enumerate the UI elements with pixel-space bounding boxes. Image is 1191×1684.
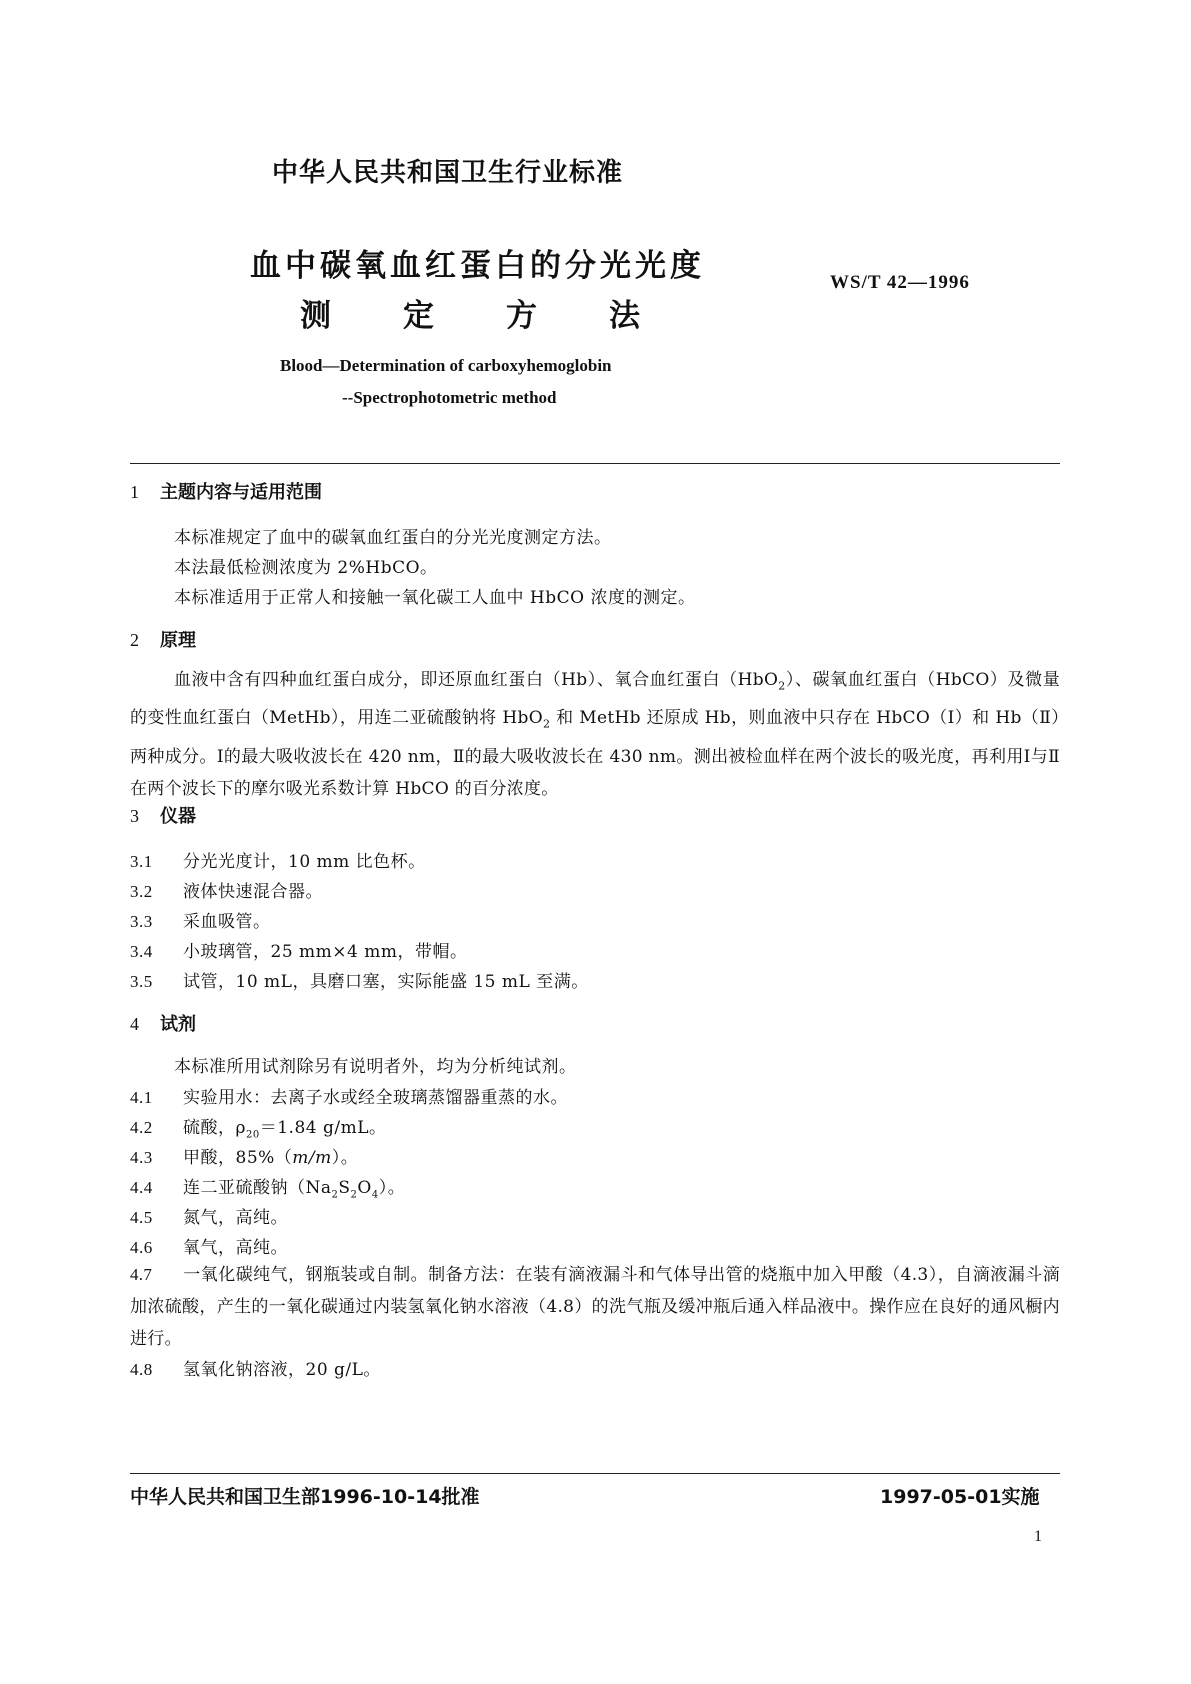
english-title-line1: Blood—Determination of carboxyhemoglobin	[280, 356, 612, 375]
subscript: 4	[371, 1189, 379, 1201]
list-item	[130, 1143, 358, 1168]
item-number: 3.4	[130, 942, 153, 961]
item-text: 甲酸，85%（	[183, 1148, 293, 1168]
subscript: 2	[350, 1189, 358, 1201]
item-text: 氮气，高纯。	[183, 1208, 288, 1228]
text-run: ）、碳氧血红蛋白（HbCO）及微量的变性血红蛋白（MetHb），用连二亚硫酸钠将 HbO	[130, 670, 1060, 729]
section-title: 试剂	[160, 1014, 196, 1035]
section-heading-1	[130, 478, 322, 504]
item-text: ＝1.84 g/mL。	[259, 1118, 387, 1138]
list-item	[130, 937, 467, 962]
principle-paragraph	[130, 664, 1060, 805]
item-number: 3.2	[130, 882, 153, 901]
section-number: 4	[130, 1014, 139, 1034]
title-char: 测	[300, 298, 331, 334]
list-item	[130, 1083, 568, 1108]
page-number: 1	[1034, 1528, 1042, 1545]
item-text: 氧气，高纯。	[183, 1238, 288, 1258]
list-item	[130, 1233, 288, 1258]
document-title-line1: 血中碳氧血红蛋白的分光光度	[250, 248, 705, 284]
item-text: 氢氧化钠溶液，20 g/L。	[183, 1360, 381, 1380]
item-text: 试管，10 mL，具磨口塞，实际能盛 15 mL 至满。	[183, 972, 589, 992]
footer-divider	[130, 1473, 1060, 1474]
paragraph: 本标准适用于正常人和接触一氧化碳工人血中 HbCO 浓度的测定。	[174, 588, 696, 608]
list-item-paragraph	[130, 1259, 1060, 1355]
item-text: 分光光度计，10 mm 比色杯。	[183, 852, 426, 872]
document-title-line2	[300, 290, 640, 335]
title-char: 定	[403, 298, 434, 334]
item-text-italic: m/m	[292, 1148, 332, 1168]
text-run: 和 MetHb 还原成 Hb，则血液中只存在 HbCO（Ⅰ）和 Hb（Ⅱ）两种成分。Ⅰ的最大吸收波长在 420 nm，Ⅱ的最大吸收波长在 430 nm。测出被检血样在两个波长的吸光度，再利用Ⅰ与Ⅱ在两个波长下的摩尔吸光系数计算 HbCO 的百分浓度。	[130, 708, 1060, 799]
item-number: 3.3	[130, 912, 153, 931]
section-heading-4	[130, 1010, 196, 1036]
subscript: 2	[331, 1189, 339, 1201]
item-text: 一氧化碳纯气，钢瓶装或自制。制备方法：在装有滴液漏斗和气体导出管的烧瓶中加入甲酸（4.3），自滴液漏斗滴加浓硫酸，产生的一氧化碳通过内装氢氧化钠水溶液（4.8）的洗气瓶及缓冲瓶后通入样品液中。操作应在良好的通风橱内进行。	[130, 1265, 1060, 1349]
subscript: 2	[778, 679, 786, 693]
title-char: 方	[506, 298, 537, 334]
item-text: 实验用水：去离子水或经全玻璃蒸馏器重蒸的水。	[183, 1088, 568, 1108]
effective-date: 1997-05-01实施	[880, 1486, 1040, 1508]
approval-date: 中华人民共和国卫生部1996-10-14批准	[130, 1486, 480, 1508]
list-item	[130, 1355, 381, 1380]
list-item	[130, 1173, 405, 1200]
section-number: 3	[130, 806, 139, 826]
list-item	[130, 907, 271, 932]
issuing-body-title: 中华人民共和国卫生行业标准	[272, 158, 624, 188]
item-number: 4.6	[130, 1238, 153, 1257]
section-title: 原理	[160, 630, 196, 651]
section-heading-2	[130, 626, 196, 652]
item-text: 连二亚硫酸钠（Na	[183, 1178, 332, 1198]
item-number: 4.8	[130, 1360, 153, 1379]
item-number: 4.4	[130, 1178, 153, 1197]
section-number: 1	[130, 482, 139, 502]
item-number: 4.7	[130, 1265, 153, 1284]
section-number: 2	[130, 630, 139, 650]
item-text: 小玻璃管，25 mm×4 mm，带帽。	[183, 942, 468, 962]
paragraph: 本标准所用试剂除另有说明者外，均为分析纯试剂。	[174, 1057, 577, 1077]
list-item	[130, 967, 589, 992]
list-item	[130, 847, 426, 872]
item-text: O	[357, 1178, 372, 1198]
item-number: 3.5	[130, 972, 153, 991]
item-text: 液体快速混合器。	[183, 882, 323, 902]
item-number: 4.1	[130, 1088, 153, 1107]
list-item	[130, 1203, 288, 1228]
item-number: 4.5	[130, 1208, 153, 1227]
item-text: ）。	[331, 1148, 359, 1168]
list-item	[130, 1113, 387, 1140]
section-title: 主题内容与适用范围	[160, 482, 322, 503]
paragraph: 本法最低检测浓度为 2%HbCO。	[174, 558, 438, 578]
paragraph: 本标准规定了血中的碳氧血红蛋白的分光光度测定方法。	[174, 528, 612, 548]
subscript: 2	[542, 717, 551, 731]
item-number: 3.1	[130, 852, 153, 871]
title-char: 法	[609, 298, 640, 334]
item-text: ）。	[378, 1178, 406, 1198]
item-number: 4.3	[130, 1148, 153, 1167]
item-number: 4.2	[130, 1118, 153, 1137]
subscript: 20	[246, 1129, 260, 1141]
item-text: 硫酸，ρ	[183, 1118, 246, 1138]
item-text: S	[338, 1178, 351, 1198]
item-text: 采血吸管。	[183, 912, 271, 932]
text-run: 血液中含有四种血红蛋白成分，即还原血红蛋白（Hb）、氧合血红蛋白（HbO	[174, 670, 779, 690]
english-title-line2: --Spectrophotometric method	[342, 388, 557, 407]
header-divider	[130, 463, 1060, 464]
list-item	[130, 877, 323, 902]
standard-code: WS/T 42—1996	[830, 272, 970, 293]
section-title: 仪器	[160, 806, 196, 827]
section-heading-3	[130, 802, 196, 828]
